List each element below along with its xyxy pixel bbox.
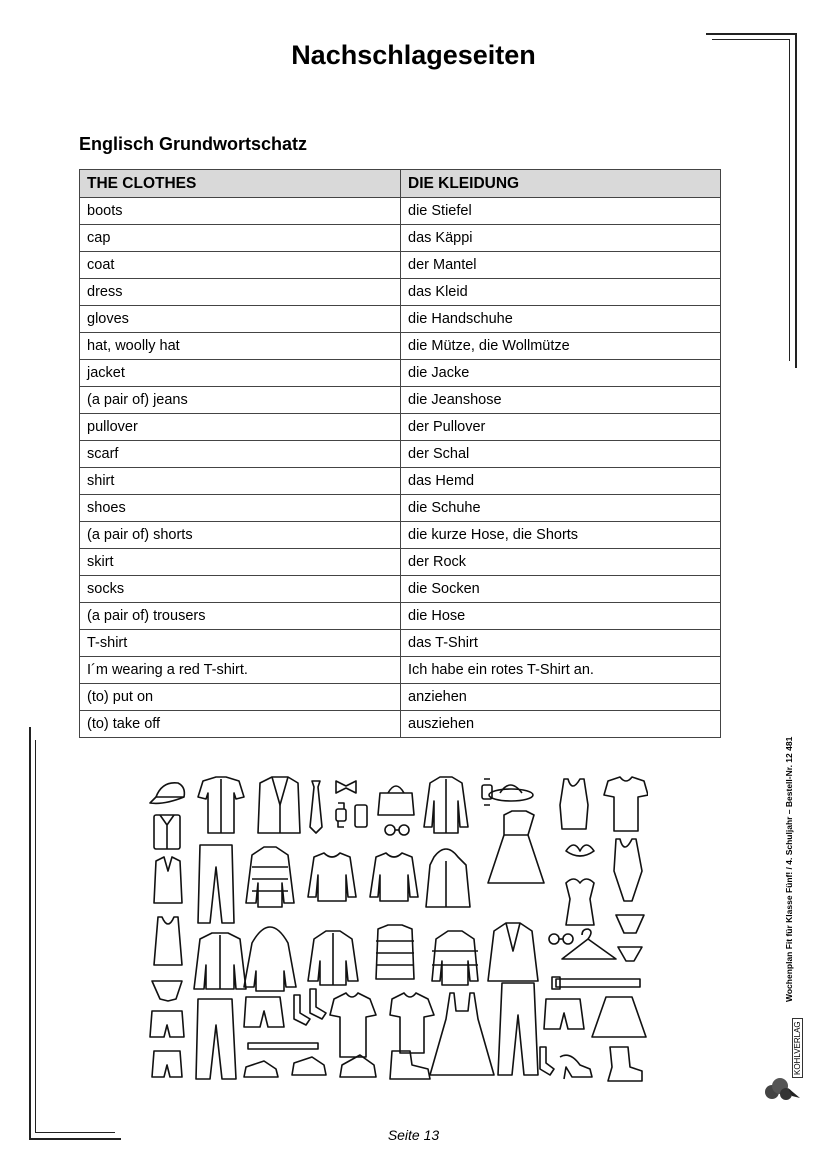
table-row: [80, 360, 721, 387]
german-word-cell: die Hose: [401, 603, 721, 630]
english-word-cell: jacket: [80, 360, 401, 387]
publisher-name: KOHLVERLAG: [792, 1018, 803, 1078]
watch-icon: [336, 803, 346, 827]
english-word-cell: shoes: [80, 495, 401, 522]
german-word-cell: die Schuhe: [401, 495, 721, 522]
down-jacket-icon: [432, 931, 478, 985]
padded-vest-icon: [376, 925, 414, 979]
table-row: [80, 441, 721, 468]
puffer-jacket-icon: [246, 847, 294, 907]
table-row: [80, 279, 721, 306]
phone-icon: [355, 805, 367, 827]
belt-icon: [552, 977, 640, 989]
german-word-cell: die Mütze, die Wollmütze: [401, 333, 721, 360]
table-row: [80, 414, 721, 441]
table-row: [80, 630, 721, 657]
german-word-cell: die Stiefel: [401, 198, 721, 225]
hoodie-icon: [244, 927, 296, 991]
sun-hat-icon: [489, 785, 533, 801]
cap-icon: [150, 783, 184, 804]
english-word-cell: gloves: [80, 306, 401, 333]
english-word-cell: boots: [80, 198, 401, 225]
english-word-cell: socks: [80, 576, 401, 603]
german-word-cell: anziehen: [401, 684, 721, 711]
side-bar-text: Wochenplan Fit für Klasse Fünf! / 4. Schuljahr – Bestell-Nr. 12 481: [784, 736, 794, 1002]
table-row: [80, 252, 721, 279]
header-english: THE CLOTHES: [80, 170, 401, 198]
table-row: [80, 306, 721, 333]
german-word-cell: das Hemd: [401, 468, 721, 495]
frame-top-line: [706, 33, 796, 35]
german-word-cell: die Socken: [401, 576, 721, 603]
polo-shirt-icon: [330, 993, 376, 1057]
table-row: [80, 657, 721, 684]
denim-shorts-icon: [244, 997, 284, 1027]
boxer-shorts-icon: [150, 1011, 184, 1077]
german-word-cell: die Jeanshose: [401, 387, 721, 414]
german-word-cell: das Käppi: [401, 225, 721, 252]
english-word-cell: I´m wearing a red T-shirt.: [80, 657, 401, 684]
frame-right-line-inner: [789, 39, 790, 361]
sunglasses-icon: [385, 825, 409, 835]
dress-icon: [488, 811, 544, 883]
denim-jacket-icon: [194, 933, 246, 989]
cardigan-icon: [424, 777, 468, 833]
frame-right-line: [795, 33, 797, 368]
hooded-coat-icon: [426, 849, 470, 907]
corset-icon: [566, 879, 594, 925]
folded-shirt-icon: [154, 815, 180, 849]
handbag-icon: [378, 786, 414, 815]
english-word-cell: pullover: [80, 414, 401, 441]
german-word-cell: der Pullover: [401, 414, 721, 441]
german-word-cell: das Kleid: [401, 279, 721, 306]
table-row: [80, 198, 721, 225]
ankle-boots-icon: [608, 1047, 642, 1081]
german-word-cell: das T-Shirt: [401, 630, 721, 657]
table-row: [80, 711, 721, 738]
table-row: [80, 522, 721, 549]
page-title: Nachschlageseiten: [291, 40, 536, 70]
skirt-icon: [592, 997, 646, 1037]
suit-jacket-icon: [258, 777, 300, 833]
table-row: [80, 387, 721, 414]
shorts-icon: [544, 999, 584, 1029]
english-word-cell: (to) take off: [80, 711, 401, 738]
table-row: [80, 549, 721, 576]
tank-top-icon: [560, 779, 588, 829]
table-body: [80, 198, 721, 738]
frame-left-line-inner: [35, 740, 36, 1133]
vest-icon: [154, 857, 182, 903]
table-row: [80, 468, 721, 495]
shirt-icon: [198, 777, 244, 833]
table-header-row: [80, 170, 721, 198]
bra-icon: [566, 845, 594, 856]
jeans-icon: [198, 845, 234, 923]
glasses-icon: [549, 934, 573, 944]
english-word-cell: (a pair of) shorts: [80, 522, 401, 549]
german-word-cell: die Jacke: [401, 360, 721, 387]
english-word-cell: cap: [80, 225, 401, 252]
german-word-cell: die Handschuhe: [401, 306, 721, 333]
german-word-cell: der Schal: [401, 441, 721, 468]
frame-left-line: [29, 727, 31, 1140]
table-row: [80, 603, 721, 630]
german-word-cell: Ich habe ein rotes T-Shirt an.: [401, 657, 721, 684]
ankle-socks-icon: [540, 1047, 554, 1075]
english-word-cell: (a pair of) jeans: [80, 387, 401, 414]
panties-icon: [616, 915, 644, 961]
english-word-cell: scarf: [80, 441, 401, 468]
bow-tie-icon: [336, 781, 356, 793]
german-word-cell: ausziehen: [401, 711, 721, 738]
undershirt-icon: [154, 917, 182, 965]
english-word-cell: T-shirt: [80, 630, 401, 657]
cargo-trousers-icon: [196, 999, 236, 1079]
jacket-icon: [308, 931, 358, 985]
english-word-cell: dress: [80, 279, 401, 306]
socks-icon: [294, 989, 326, 1025]
briefs-icon: [152, 981, 182, 1001]
table-row: [80, 333, 721, 360]
high-heels-icon: [560, 1055, 592, 1079]
sneakers-icon: [244, 1057, 326, 1077]
header-german: DIE KLEIDUNG: [401, 170, 721, 198]
sundress-icon: [430, 993, 494, 1075]
tee-icon: [390, 993, 434, 1053]
german-word-cell: der Mantel: [401, 252, 721, 279]
table-row: [80, 225, 721, 252]
pullover-icon: [370, 853, 418, 901]
table-row: [80, 495, 721, 522]
hiking-boots-icon: [390, 1051, 430, 1079]
english-word-cell: coat: [80, 252, 401, 279]
publisher-logo-icon: [762, 1072, 802, 1104]
sweater-icon: [308, 853, 356, 901]
german-word-cell: die kurze Hose, die Shorts: [401, 522, 721, 549]
blazer-icon: [488, 923, 538, 981]
page-number: Seite 13: [387, 1127, 440, 1143]
tie-icon: [310, 781, 322, 833]
vocabulary-table: [79, 169, 721, 738]
section-heading: Englisch Grundwortschatz: [79, 134, 308, 154]
english-word-cell: (a pair of) trousers: [80, 603, 401, 630]
english-word-cell: shirt: [80, 468, 401, 495]
clothes-illustration-icon: [148, 775, 648, 1085]
english-word-cell: (to) put on: [80, 684, 401, 711]
english-word-cell: skirt: [80, 549, 401, 576]
table-row: [80, 576, 721, 603]
belt-loop-icon: [248, 1043, 318, 1049]
trainers-icon: [340, 1055, 376, 1077]
trousers-icon: [498, 983, 538, 1075]
english-word-cell: hat, woolly hat: [80, 333, 401, 360]
swimsuit-icon: [614, 839, 642, 901]
german-word-cell: der Rock: [401, 549, 721, 576]
table-row: [80, 684, 721, 711]
t-shirt-icon: [604, 777, 648, 831]
